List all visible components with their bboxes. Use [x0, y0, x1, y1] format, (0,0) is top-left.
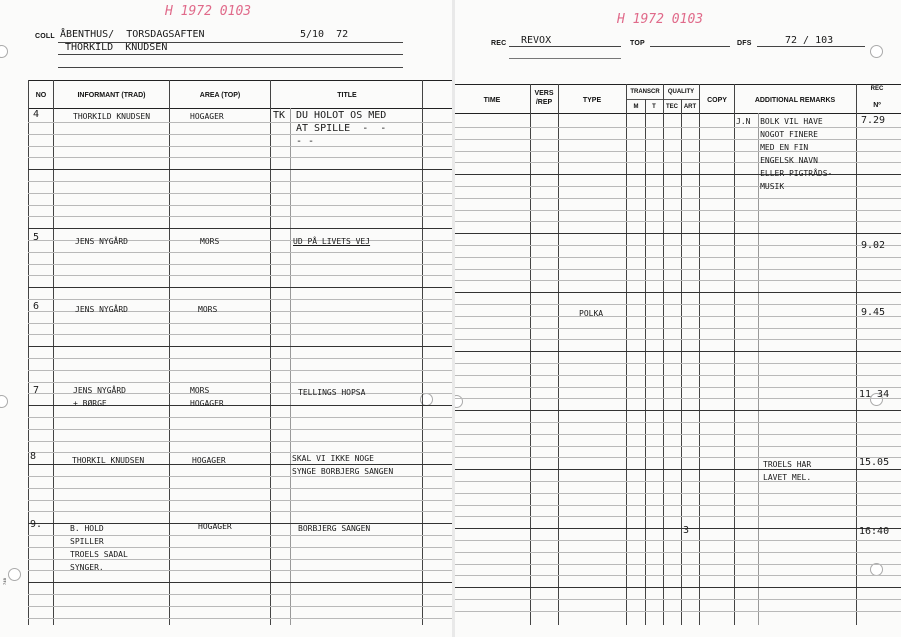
top-label: TOP: [630, 40, 645, 47]
ruled-line: [28, 157, 453, 158]
ruled-line: [28, 334, 453, 335]
ruled-line: [455, 198, 901, 199]
entry-no: 8: [30, 451, 37, 462]
ruled-line: [455, 564, 901, 565]
archive-stamp: H 1972 0103: [617, 12, 704, 27]
ruled-line: [455, 151, 901, 152]
ruled-line: [28, 429, 453, 430]
ruled-line: [28, 169, 453, 170]
punch-hole: [8, 568, 21, 581]
punch-hole: [0, 45, 8, 58]
ruled-line: [455, 587, 901, 588]
ruled-line: [455, 375, 901, 376]
entry-rec-no: 11 34: [859, 389, 890, 400]
printer-mark: 74B: [2, 577, 7, 585]
ruled-line: [28, 511, 453, 512]
ruled-line: [455, 422, 901, 423]
ruled-lines: [455, 0, 901, 637]
ruled-line: [28, 287, 453, 288]
entry-no: 5: [33, 232, 40, 243]
coll-value-line2: THORKILD KNUDSEN: [65, 42, 168, 53]
ruled-line: [455, 611, 901, 612]
ruled-line: [28, 594, 453, 595]
col-transcr-header: TRANSCR: [630, 89, 660, 95]
entry-informant: THORKIL KNUDSEN: [72, 456, 145, 465]
ruled-line: [455, 292, 901, 293]
col-remarks-header: ADDITIONAL REMARKS: [754, 97, 836, 104]
entry-remarks: TROELS HAR LAVET MEL.: [763, 460, 812, 482]
entry-no: 6: [33, 301, 40, 312]
ruled-line: [455, 599, 901, 600]
col-time-header: TIME: [483, 97, 501, 104]
ruled-line: [455, 469, 901, 470]
entry-title: DU HOLOT OS MED AT SPILLE - - - -: [296, 110, 387, 147]
col-informant-header: INFORMANT (TRAD): [77, 92, 146, 99]
rec-label: REC: [491, 40, 507, 47]
entry-informant: B. HOLD SPILLER TROELS SADAL SYNGER.: [70, 524, 128, 572]
entry-area: HOGAGER: [190, 112, 224, 121]
ruled-line: [455, 575, 901, 576]
col-title-header: TITLE: [337, 92, 357, 99]
ruled-line: [28, 275, 453, 276]
col-vers-header: VERS /REP: [534, 90, 554, 106]
ruled-line: [28, 193, 453, 194]
ruled-line: [28, 606, 453, 607]
ruled-line: [28, 382, 453, 383]
ruled-line: [455, 528, 901, 529]
entry-rec-no: 9.02: [861, 240, 886, 251]
entry-no: 4: [33, 109, 40, 120]
entry-informant: JENS NYGÅRD: [75, 237, 128, 246]
ruled-line: [28, 358, 453, 359]
archive-stamp: H 1972 0103: [165, 4, 252, 19]
entry-type: POLKA: [579, 309, 604, 318]
entry-title: UD PÅ LIVETS VEJ: [293, 237, 371, 246]
ruled-line: [28, 582, 453, 583]
col-no-header: NO: [35, 92, 47, 99]
entry-no: 9.: [30, 519, 43, 530]
entry-informant: THORKILD KNUDSEN: [73, 112, 151, 121]
coll-label: COLL: [35, 33, 55, 40]
col-t-header: T: [652, 104, 656, 110]
entry-title-prefix: TK: [273, 110, 286, 121]
ruled-line: [28, 181, 453, 182]
entry-informant: JENS NYGÅRD + BØRGE: [73, 386, 126, 408]
ruled-line: [455, 328, 901, 329]
ruled-line: [455, 434, 901, 435]
rec-value: REVOX: [521, 35, 552, 46]
dfs-label: DFS: [737, 40, 752, 47]
ruled-line: [455, 139, 901, 140]
ruled-line: [455, 540, 901, 541]
entry-remarks: J.N BOLK VIL HAVE NOGOT FINERE MED EN FIN ENGELSK NAVN ELLER PIGTRÅDS- MUSIK: [736, 117, 833, 191]
entry-title: BORBJERG SANGEN: [298, 524, 371, 533]
ruled-line: [455, 493, 901, 494]
ruled-line: [28, 299, 453, 300]
ruled-line: [28, 370, 453, 371]
col-area-header: AREA (TOP): [199, 92, 241, 99]
ruled-line: [455, 351, 901, 352]
right-page: [455, 0, 901, 637]
ruled-line: [455, 363, 901, 364]
col-quality-header: QUALITY: [667, 89, 695, 95]
ruled-line: [455, 221, 901, 222]
ruled-line: [28, 146, 453, 147]
ruled-line: [455, 387, 901, 388]
ruled-line: [455, 174, 901, 175]
ruled-line: [455, 446, 901, 447]
ruled-line: [455, 245, 901, 246]
ruled-line: [28, 500, 453, 501]
ruled-line: [455, 552, 901, 553]
dfs-value: 72 / 103: [785, 35, 834, 46]
col-copy-header: COPY: [707, 97, 727, 104]
entry-rec-no: 15.05: [859, 457, 890, 468]
col-rec-header: REC: [870, 86, 884, 92]
ruled-line: [455, 280, 901, 281]
ruled-line: [28, 488, 453, 489]
ruled-line: [455, 304, 901, 305]
ruled-line: [455, 210, 901, 211]
punch-hole: [0, 395, 8, 408]
col-art-header: ART: [683, 104, 697, 110]
entry-rec-no: 7.29: [861, 115, 886, 126]
ruled-line: [455, 457, 901, 458]
ruled-line: [28, 216, 453, 217]
ruled-line: [455, 516, 901, 517]
ruled-line: [28, 346, 453, 347]
ruled-line: [28, 323, 453, 324]
ruled-line: [455, 233, 901, 234]
entry-title: TELLINGS HOPSA: [298, 388, 366, 397]
coll-value-line1: ÅBENTHUS/ TORSDAGSAFTEN: [60, 29, 205, 40]
ruled-line: [455, 257, 901, 258]
entry-title: SKAL VI IKKE NOGE SYNGE BORBJERG SANGEN: [292, 454, 394, 476]
ruled-line: [455, 127, 901, 128]
ruled-line: [28, 205, 453, 206]
col-type-header: TYPE: [582, 97, 602, 104]
col-rec-no-header: Nº: [873, 102, 881, 109]
col-tec-header: TEC: [666, 104, 678, 110]
ruled-line: [455, 505, 901, 506]
ruled-line: [28, 252, 453, 253]
ruled-line: [455, 316, 901, 317]
entry-area: HOGAGER: [198, 522, 232, 531]
entry-no: 7: [33, 385, 40, 396]
entry-area: HOGAGER: [192, 456, 226, 465]
ruled-line: [455, 410, 901, 411]
entry-informant: JENS NYGÅRD: [75, 305, 128, 314]
entry-area: MORS HOGAGER: [190, 386, 224, 408]
coll-date: 5/10 72: [300, 29, 349, 40]
ruled-line: [455, 481, 901, 482]
ruled-line: [455, 339, 901, 340]
entry-area: MORS: [200, 237, 220, 246]
ruled-line: [455, 186, 901, 187]
ruled-line: [28, 417, 453, 418]
entry-rec-no: 16:40: [859, 526, 890, 537]
ruled-line: [28, 441, 453, 442]
entry-transcr: 3: [683, 525, 690, 536]
ruled-line: [455, 398, 901, 399]
ruled-line: [455, 162, 901, 163]
ruled-line: [28, 618, 453, 619]
ruled-line: [455, 269, 901, 270]
col-m-header: M: [633, 104, 639, 110]
entry-area: MORS: [198, 305, 218, 314]
ruled-line: [28, 264, 453, 265]
ruled-line: [28, 134, 453, 135]
entry-rec-no: 9.45: [861, 307, 886, 318]
ruled-line: [28, 228, 453, 229]
